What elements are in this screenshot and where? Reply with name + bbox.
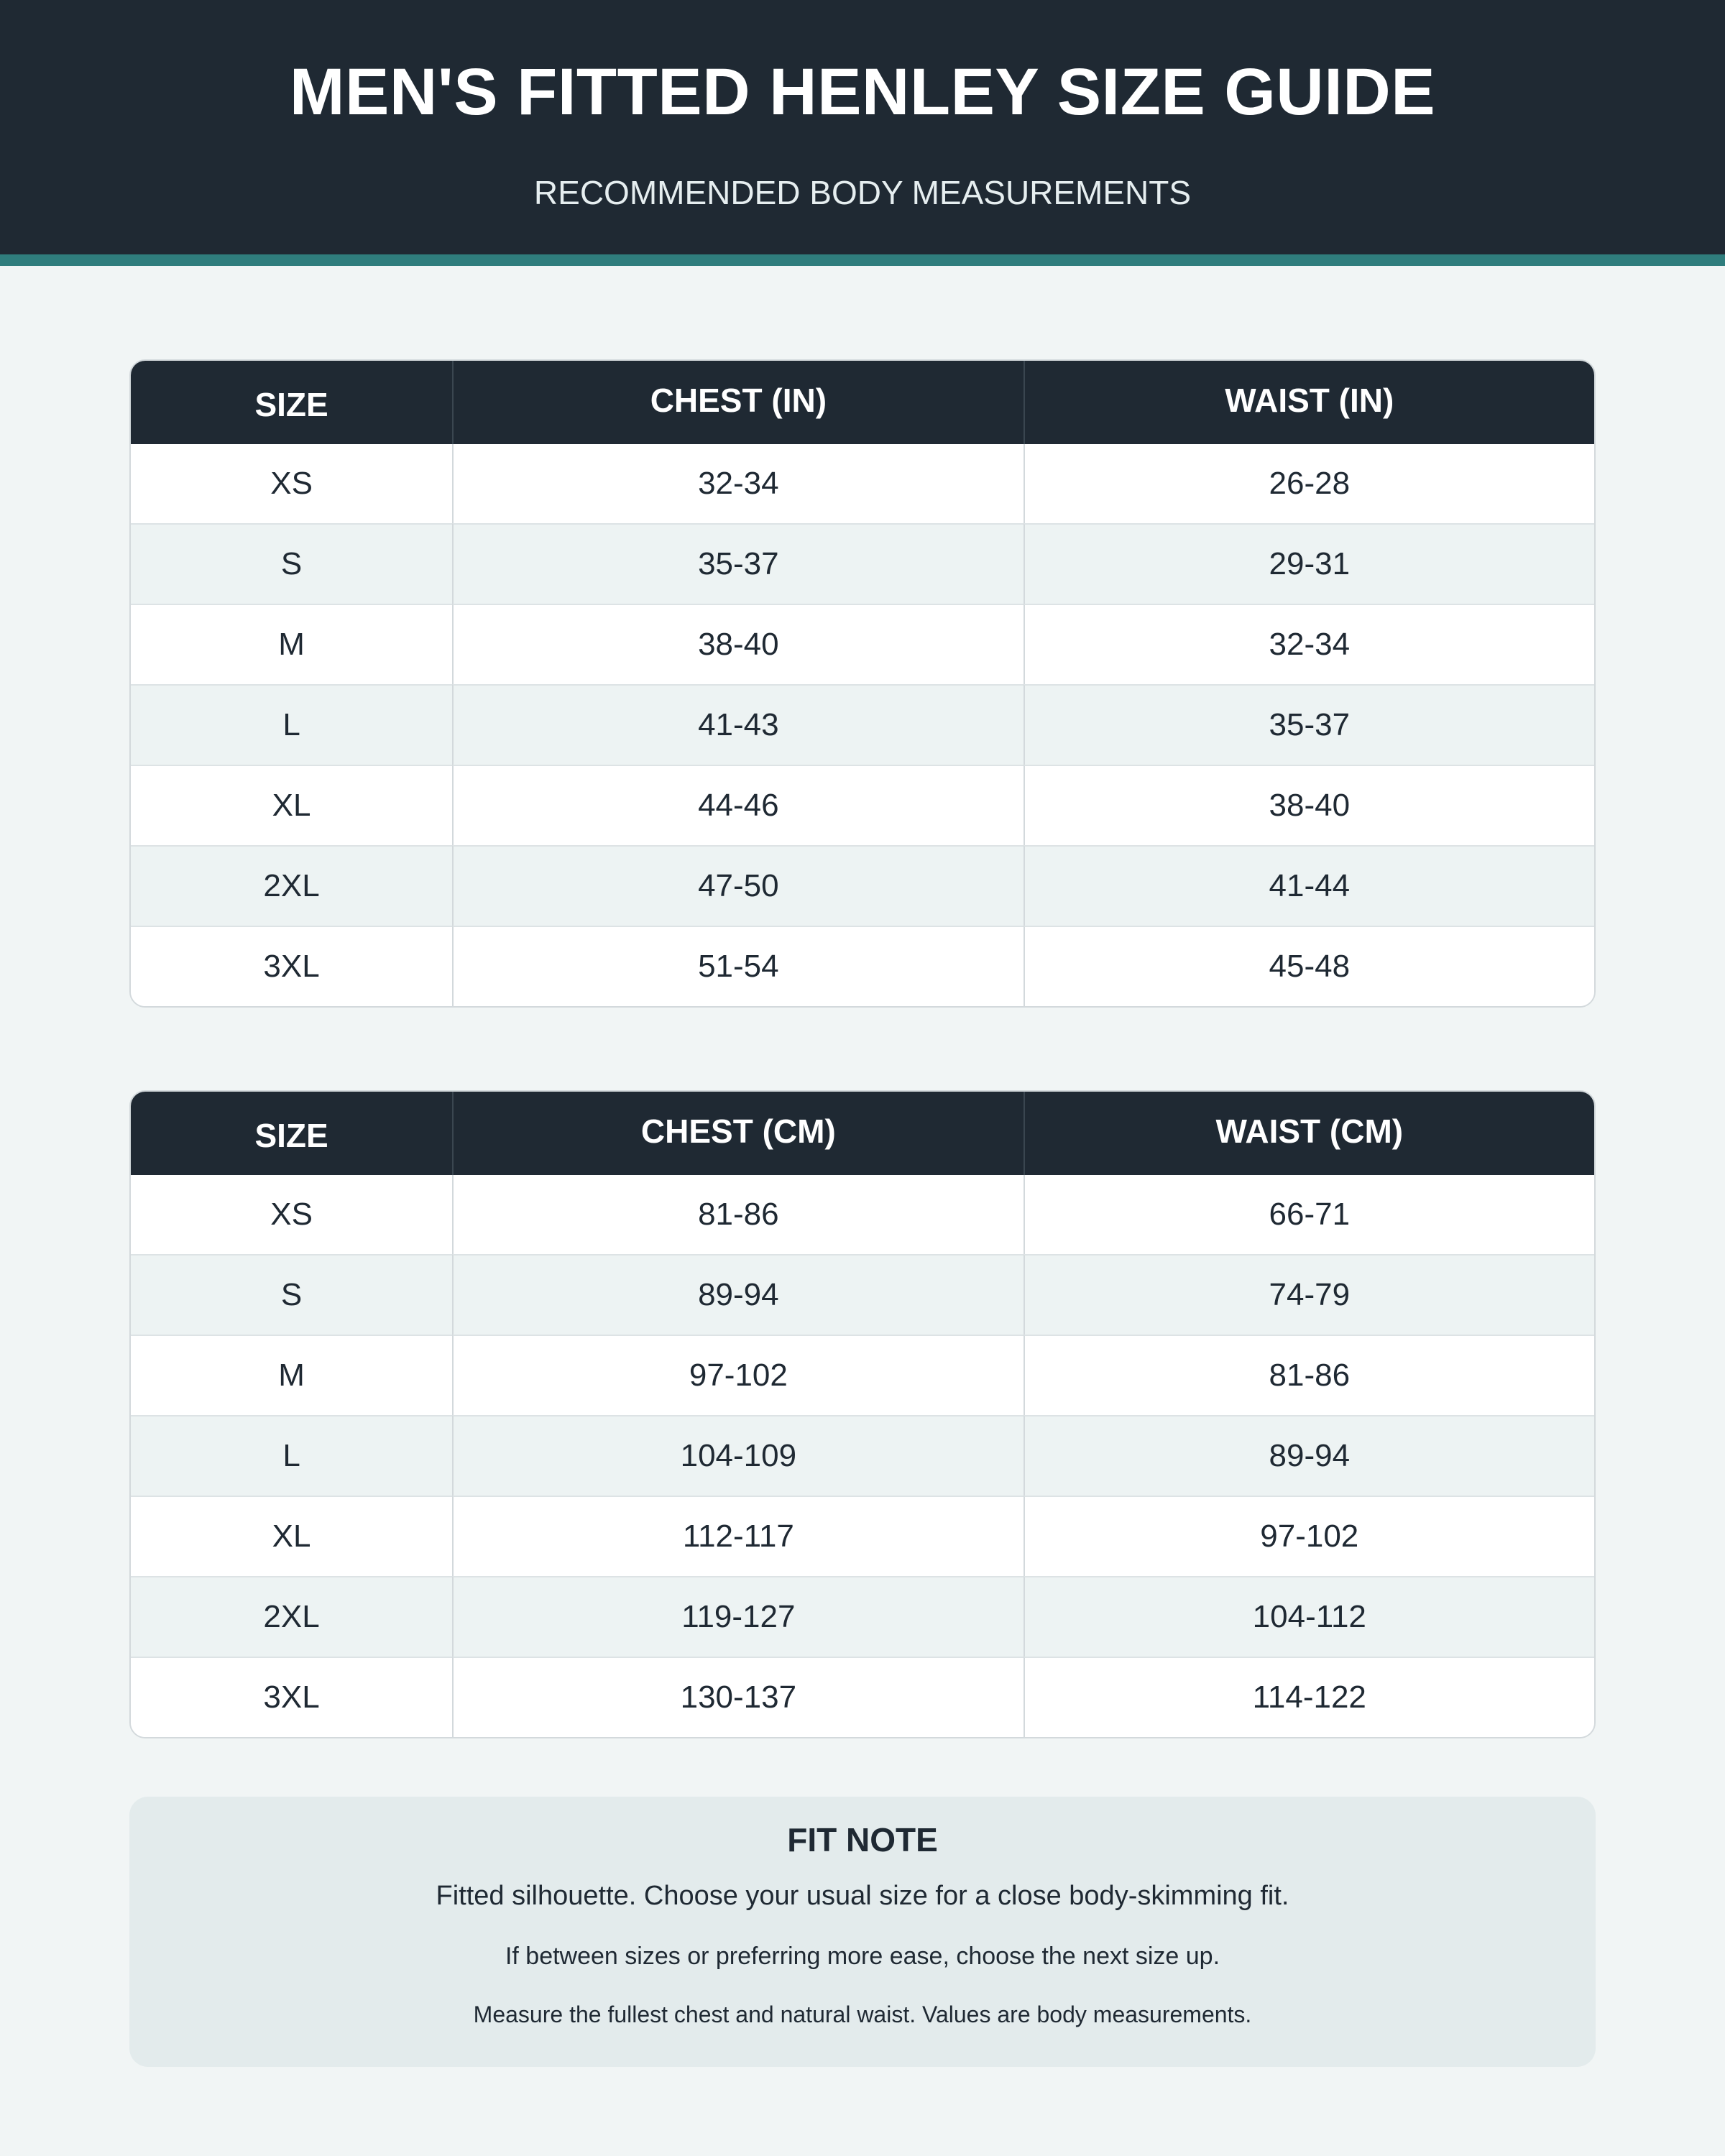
chest-cell: 104-109 — [452, 1415, 1023, 1496]
table-row — [131, 604, 1594, 684]
fit-note-text: Measure the fullest chest and natural waist. Values are body measurements. — [473, 2001, 1252, 2027]
waist-cell: 45-48 — [1024, 926, 1594, 1006]
table-row — [131, 444, 1594, 523]
table-header-row — [131, 361, 1594, 444]
waist-cell: 38-40 — [1024, 765, 1594, 845]
fit-note-text: If between sizes or preferring more ease, choose the next size up. — [505, 1943, 1220, 1970]
accent-stripe — [0, 254, 1725, 266]
size-cell: 2XL — [131, 1576, 452, 1657]
table-row — [131, 1415, 1594, 1496]
waist-cell: 89-94 — [1024, 1415, 1594, 1496]
chest-cell: 47-50 — [452, 845, 1023, 926]
table-row — [131, 1335, 1594, 1415]
fit-note-title: FIT NOTE — [787, 1821, 938, 1858]
column-header-chest: CHEST (CM) — [452, 1092, 1023, 1175]
size-cell: XL — [131, 1496, 452, 1576]
chest-cell: 41-43 — [452, 684, 1023, 765]
chest-cell: 44-46 — [452, 765, 1023, 845]
size-cell: S — [131, 523, 452, 604]
chest-cell: 119-127 — [452, 1576, 1023, 1657]
table-row — [131, 1175, 1594, 1254]
waist-cell: 41-44 — [1024, 845, 1594, 926]
size-cell: XL — [131, 765, 452, 845]
chest-cell: 32-34 — [452, 444, 1023, 523]
chest-cell: 97-102 — [452, 1335, 1023, 1415]
waist-cell: 66-71 — [1024, 1175, 1594, 1254]
waist-cell: 74-79 — [1024, 1254, 1594, 1335]
size-cell: 2XL — [131, 845, 452, 926]
waist-cell: 81-86 — [1024, 1335, 1594, 1415]
page-title: MEN'S FITTED HENLEY SIZE GUIDE — [289, 55, 1436, 129]
column-header-waist: WAIST (IN) — [1024, 361, 1594, 444]
chest-cell: 81-86 — [452, 1175, 1023, 1254]
chest-cell: 89-94 — [452, 1254, 1023, 1335]
table-row — [131, 1496, 1594, 1576]
header-banner — [0, 0, 1725, 254]
size-cell: XS — [131, 1175, 452, 1254]
chest-cell: 38-40 — [452, 604, 1023, 684]
chest-cell: 51-54 — [452, 926, 1023, 1006]
size-cell: 3XL — [131, 1657, 452, 1737]
table-row — [131, 1657, 1594, 1737]
fit-note-text: Fitted silhouette. Choose your usual size for a close body-skimming fit. — [436, 1881, 1289, 1911]
column-header-size: SIZE — [131, 361, 452, 444]
size-cell: M — [131, 1335, 452, 1415]
size-cell: L — [131, 1415, 452, 1496]
waist-cell: 29-31 — [1024, 523, 1594, 604]
size-cell: L — [131, 684, 452, 765]
table-row — [131, 1576, 1594, 1657]
size-table-inches — [129, 359, 1596, 1008]
table-header-row — [131, 1092, 1594, 1175]
waist-cell: 26-28 — [1024, 444, 1594, 523]
waist-cell: 104-112 — [1024, 1576, 1594, 1657]
waist-cell: 32-34 — [1024, 604, 1594, 684]
size-cell: S — [131, 1254, 452, 1335]
table-row — [131, 765, 1594, 845]
column-header-size: SIZE — [131, 1092, 452, 1175]
column-header-waist: WAIST (CM) — [1024, 1092, 1594, 1175]
size-table-centimeters — [129, 1090, 1596, 1738]
table-row — [131, 1254, 1594, 1335]
size-cell: M — [131, 604, 452, 684]
waist-cell: 114-122 — [1024, 1657, 1594, 1737]
chest-cell: 112-117 — [452, 1496, 1023, 1576]
column-header-chest: CHEST (IN) — [452, 361, 1023, 444]
fit-note-panel — [129, 1797, 1596, 2067]
table-row — [131, 926, 1594, 1006]
table-row — [131, 845, 1594, 926]
waist-cell: 97-102 — [1024, 1496, 1594, 1576]
chest-cell: 130-137 — [452, 1657, 1023, 1737]
waist-cell: 35-37 — [1024, 684, 1594, 765]
page-subtitle: RECOMMENDED BODY MEASUREMENTS — [533, 174, 1192, 211]
table-row — [131, 684, 1594, 765]
size-cell: 3XL — [131, 926, 452, 1006]
chest-cell: 35-37 — [452, 523, 1023, 604]
size-cell: XS — [131, 444, 452, 523]
table-row — [131, 523, 1594, 604]
